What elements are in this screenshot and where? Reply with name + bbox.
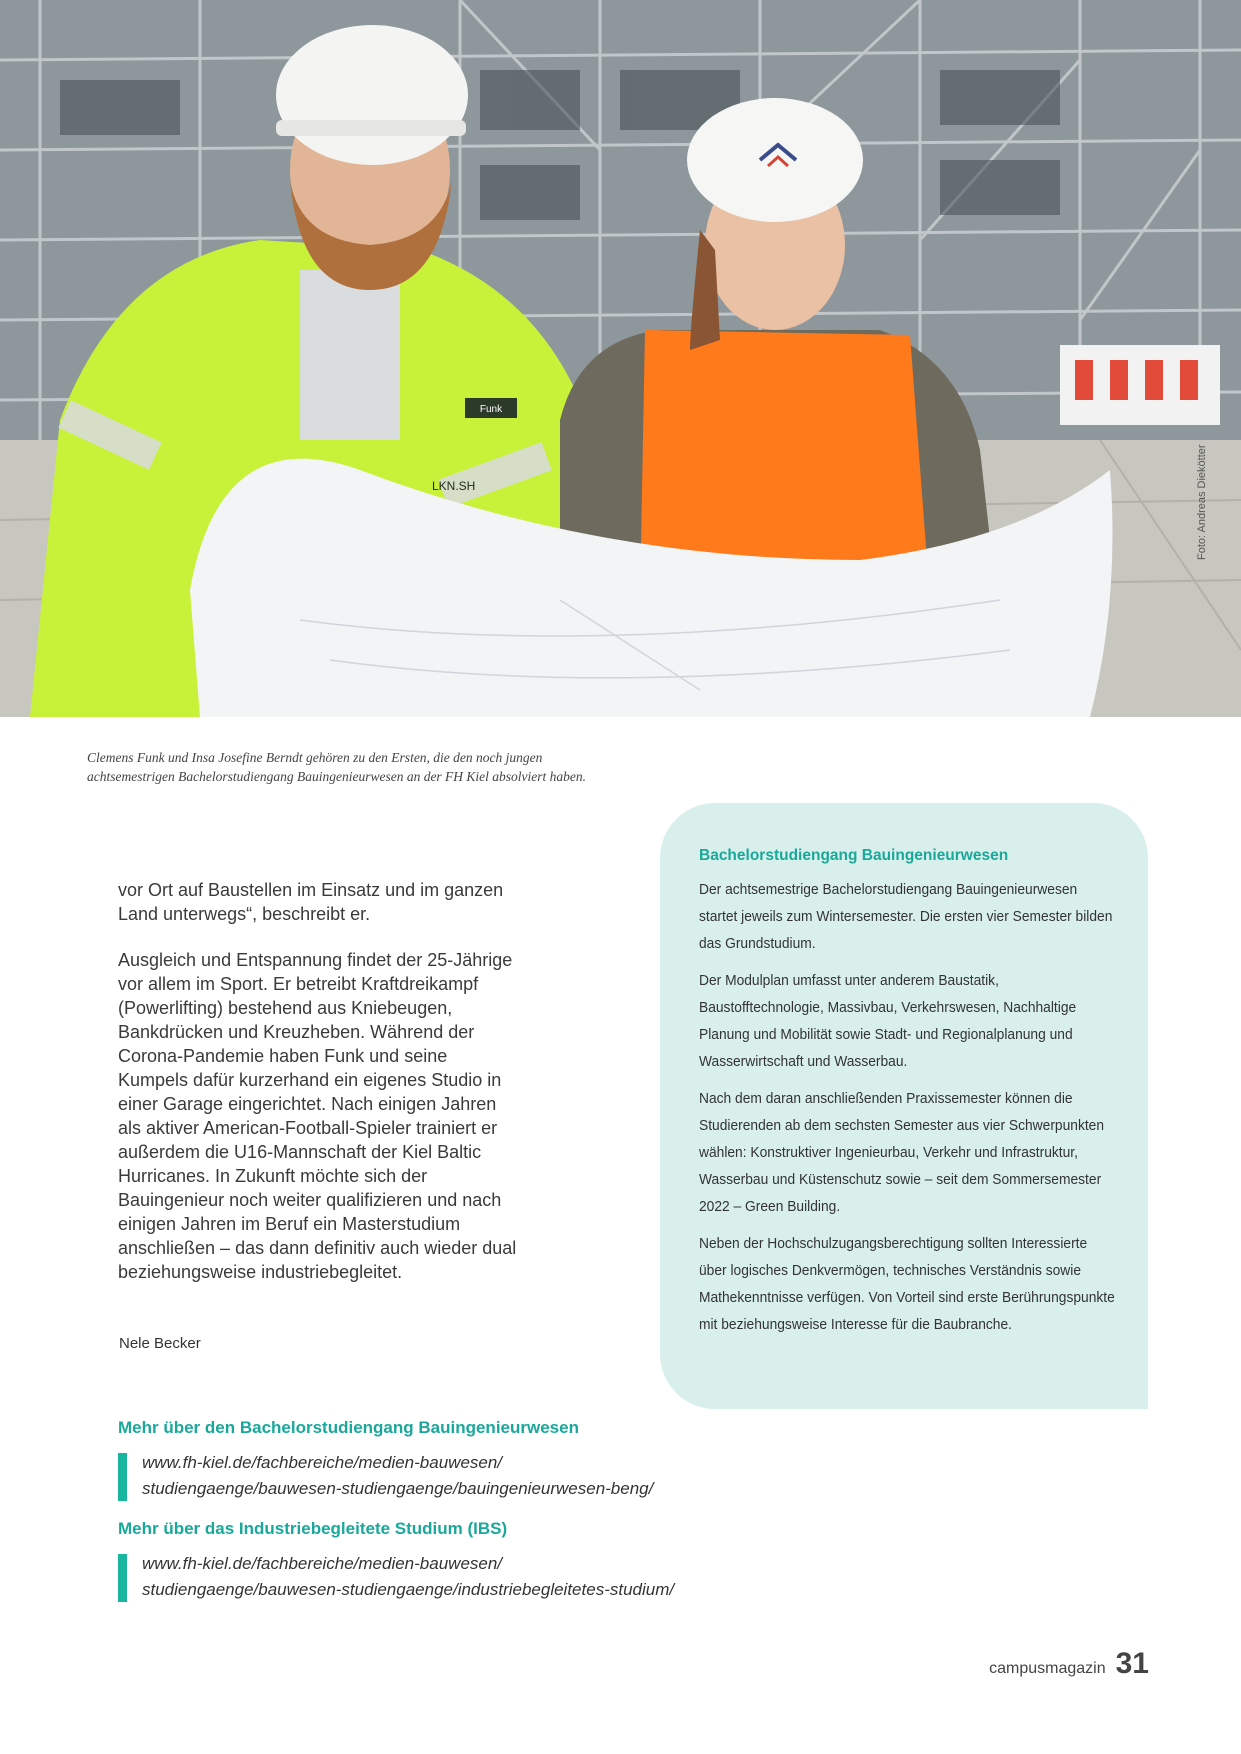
link-url-line[interactable]: studiengaenge/bauwesen-studiengaenge/industriebegleitetes-studium/ — [142, 1580, 675, 1599]
hero-photo — [0, 0, 1241, 717]
link-block-ibs — [118, 1519, 674, 1603]
link-url-line[interactable]: www.fh-kiel.de/fachbereiche/medien-bauwesen/ — [142, 1554, 503, 1573]
accent-bar — [118, 1453, 127, 1501]
info-box-title: Bachelorstudiengang Bauingenieurwesen — [699, 847, 1009, 864]
jacket-logo-text: LKN.SH — [432, 479, 476, 493]
article-body — [118, 878, 518, 1306]
info-box — [660, 803, 1148, 1409]
accent-bar — [118, 1554, 127, 1602]
info-box-paragraph: Nach dem daran anschließenden Praxissemester können die Studierenden ab dem sechsten Semester aus vier Schwerpunkten wählen: Konstruktiver Ingenieurbau, Verkehr und Infrastruktur, Wasserbau und Küstenschutz sowie – seit dem Sommersemester 2022 – Green Building. — [699, 1090, 1105, 1215]
link-url-line[interactable]: www.fh-kiel.de/fachbereiche/medien-bauwesen/ — [142, 1453, 503, 1472]
link-block-bachelor — [118, 1418, 653, 1502]
hero-photo-illustration — [0, 0, 1241, 717]
link-title: Mehr über das Industriebegleitete Studium (IBS) — [118, 1519, 508, 1538]
article-author: Nele Becker — [119, 1335, 201, 1352]
info-box-paragraph: Der Modulplan umfasst unter anderem Baustatik, Baustofftechnologie, Massivbau, Verkehrswesen, Nachhaltige Planung und Mobilität sowie Stadt- und Regionalplanung und Wasserwirtschaft und Wasserbau. — [699, 972, 1077, 1070]
link-url-line[interactable]: studiengaenge/bauwesen-studiengaenge/bauingenieurwesen-beng/ — [142, 1479, 654, 1498]
page-footer — [989, 1647, 1149, 1681]
magazine-name: campusmagazin — [989, 1660, 1106, 1677]
jacket-name-tag-text: Funk — [479, 404, 503, 415]
link-url[interactable] — [118, 1551, 674, 1603]
link-title: Mehr über den Bachelorstudiengang Bauingenieurwesen — [118, 1418, 579, 1437]
article-paragraph: Ausgleich und Entspannung findet der 25-Jährige vor allem im Sport. Er betreibt Kraftdreikampf (Powerlifting) bestehend aus Kniebeugen, Bankdrücken und Kreuzheben. Während der Corona-Pandemie haben Funk und seine Kumpels dafür kurzerhand ein eigenes Studio in einer Garage eingerichtet. Nach einigen Jahren als aktiver American-Football-Spieler trainiert er außerdem die U16-Mannschaft der Kiel Baltic Hurricanes. In Zukunft möchte sich der Bauingenieur noch weiter qualifizieren und nach einigen Jahren im Beruf ein Masterstudium anschließen – das dann definitiv auch wieder dual beziehungsweise industriebegleitet. — [118, 950, 517, 1282]
info-box-paragraph: Der achtsemestrige Bachelorstudiengang Bauingenieurwesen startet jeweils zum Wintersemester. Die ersten vier Semester bilden das Grundstudium. — [699, 881, 1113, 952]
info-box-paragraph: Neben der Hochschulzugangsberechtigung sollten Interessierte über logisches Denkvermögen, technisches Verständnis sowie Mathekenntnisse verfügen. Von Vorteil sind erste Berührungspunkte mit beziehungsweise Interesse für die Baubranche. — [699, 1235, 1115, 1333]
link-url[interactable] — [118, 1450, 653, 1502]
photo-caption: Clemens Funk und Insa Josefine Berndt gehören zu den Ersten, die den noch jungen achtsemestrigen Bachelorstudiengang Bauingenieurwesen an der FH Kiel absolviert haben. — [87, 750, 587, 784]
photo-credit: Foto: Andreas Diekötter — [1196, 444, 1208, 560]
article-paragraph: vor Ort auf Baustellen im Einsatz und im ganzen Land unterwegs“, beschreibt er. — [118, 880, 504, 924]
page-number: 31 — [1115, 1647, 1149, 1680]
